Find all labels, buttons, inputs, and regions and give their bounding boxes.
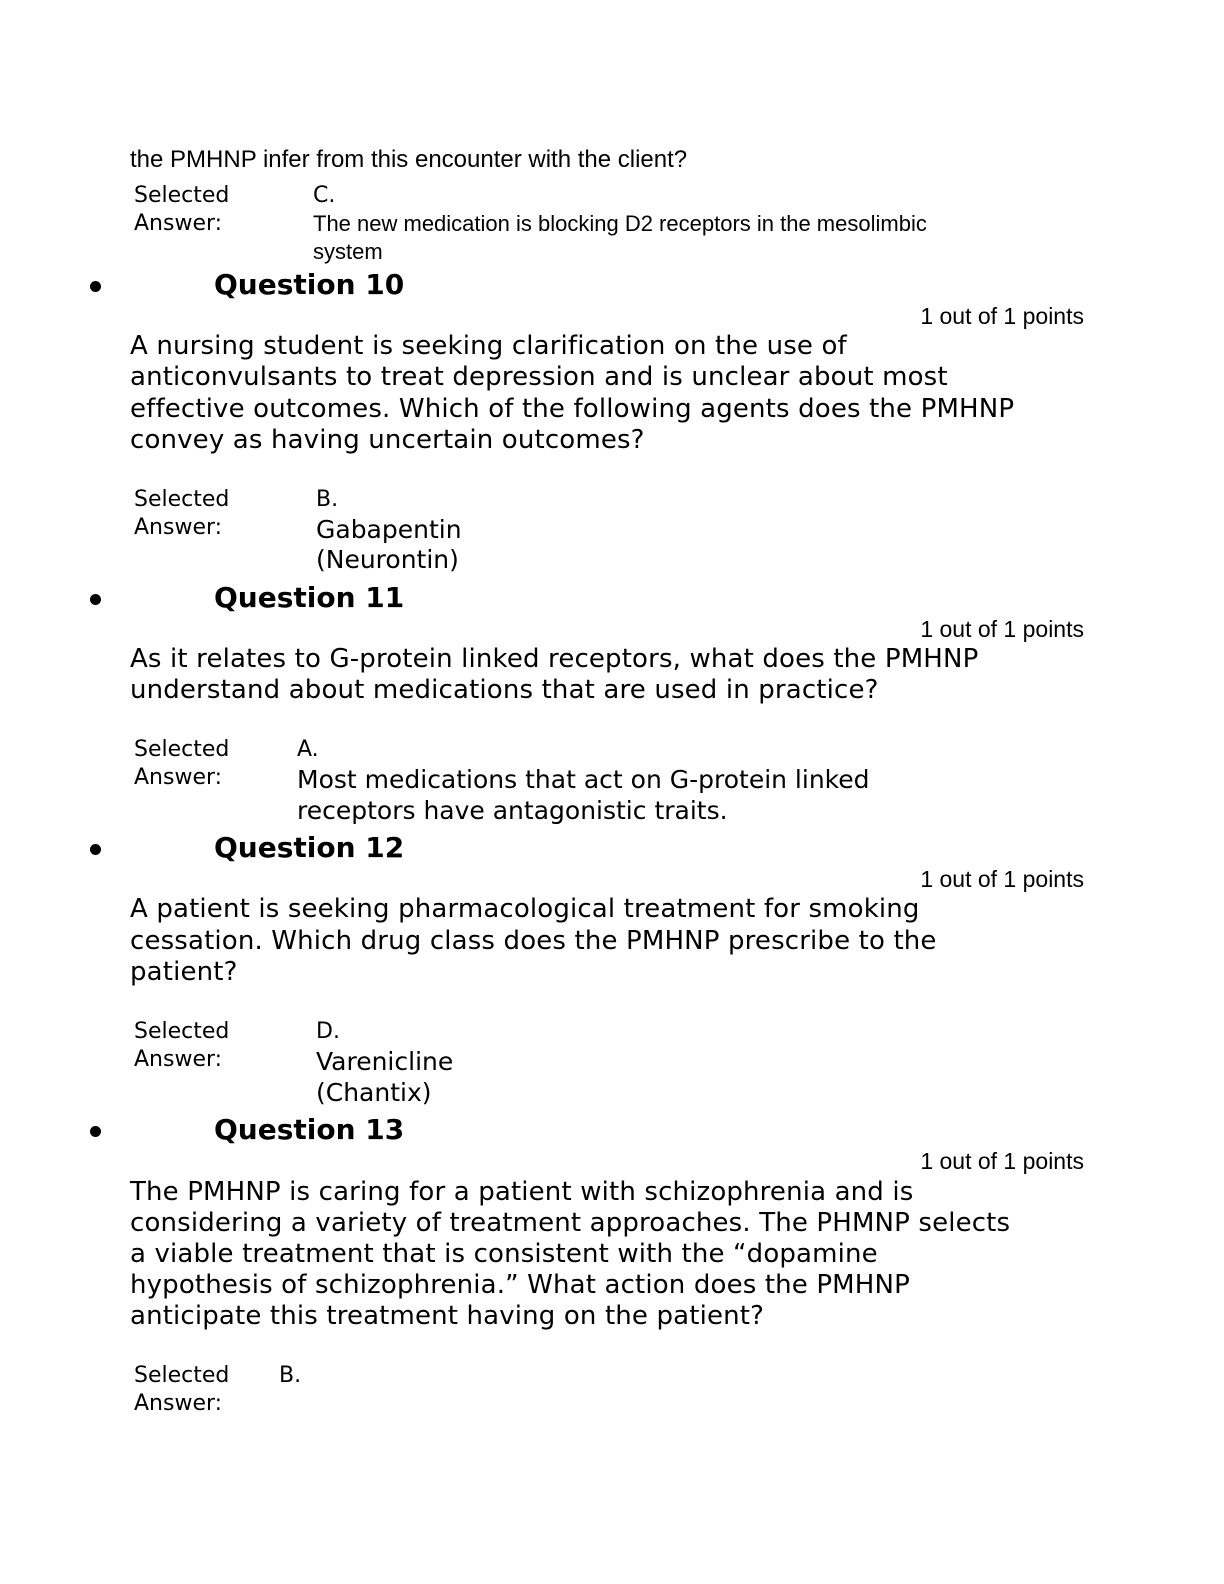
q12-answer-letter: D. <box>316 1019 340 1044</box>
q9-answer-text: The new medication is blocking D2 receptors in the mesolimbic <box>313 211 927 236</box>
q10-answer-letter: B. <box>316 487 339 512</box>
q9-answer-label: Answer: <box>134 211 223 236</box>
q10-prompt-line: A nursing student is seeking clarification on the use of <box>130 331 847 361</box>
q12-title: Question 12 <box>214 831 405 864</box>
q13-selected-label: Selected <box>134 1363 230 1388</box>
q13-prompt-line: hypothesis of schizophrenia.” What action does the PMHNP <box>130 1270 910 1300</box>
q10-bullet <box>90 281 101 292</box>
q13-title: Question 13 <box>214 1113 405 1146</box>
q13-answer-letter: B. <box>279 1363 302 1388</box>
q10-points: 1 out of 1 points <box>920 303 1084 329</box>
q13-points: 1 out of 1 points <box>920 1148 1084 1174</box>
q9-selected-label: Selected <box>134 183 230 208</box>
q11-prompt-line: As it relates to G-protein linked receptors, what does the PMHNP <box>130 644 979 674</box>
q13-prompt-line: considering a variety of treatment approaches. The PHMNP selects <box>130 1208 1011 1238</box>
q11-points: 1 out of 1 points <box>920 616 1084 642</box>
q10-prompt-line: anticonvulsants to treat depression and is unclear about most <box>130 362 948 392</box>
q13-bullet <box>90 1126 101 1137</box>
q12-prompt-line: cessation. Which drug class does the PMHNP prescribe to the <box>130 926 937 956</box>
q12-points: 1 out of 1 points <box>920 866 1084 892</box>
q11-selected-label: Selected <box>134 737 230 762</box>
q10-selected-label: Selected <box>134 487 230 512</box>
q11-answer-label: Answer: <box>134 765 223 790</box>
q10-prompt-line: convey as having uncertain outcomes? <box>130 425 645 455</box>
q12-selected-label: Selected <box>134 1019 230 1044</box>
q9-answer-text-cont: system <box>313 239 383 264</box>
q12-prompt-line: A patient is seeking pharmacological treatment for smoking <box>130 894 920 924</box>
q10-answer-text: Gabapentin <box>316 515 462 544</box>
q10-answer-label: Answer: <box>134 515 223 540</box>
q12-prompt-line: patient? <box>130 957 238 987</box>
q12-answer-text: Varenicline <box>316 1047 454 1076</box>
q11-title: Question 11 <box>214 581 405 614</box>
q11-answer-text-cont: receptors have antagonistic traits. <box>297 796 728 825</box>
q13-answer-label: Answer: <box>134 1391 223 1416</box>
q10-prompt-line: effective outcomes. Which of the following agents does the PMHNP <box>130 394 1015 424</box>
q9-prompt-tail: the PMHNP infer from this encounter with the client? <box>130 146 688 173</box>
q10-answer-text-cont: (Neurontin) <box>316 545 459 574</box>
q13-prompt-line: The PMHNP is caring for a patient with schizophrenia and is <box>130 1177 914 1207</box>
q13-prompt-line: anticipate this treatment having on the patient? <box>130 1301 765 1331</box>
q10-title: Question 10 <box>214 268 405 301</box>
q11-answer-text: Most medications that act on G-protein linked <box>297 765 870 794</box>
q11-answer-letter: A. <box>297 737 319 762</box>
q11-bullet <box>90 594 101 605</box>
q12-answer-text-cont: (Chantix) <box>316 1078 432 1107</box>
q12-answer-label: Answer: <box>134 1047 223 1072</box>
q11-prompt-line: understand about medications that are used in practice? <box>130 675 879 705</box>
q12-bullet <box>90 844 101 855</box>
q9-answer-letter: C. <box>313 183 336 208</box>
q13-prompt-line: a viable treatment that is consistent with the “dopamine <box>130 1239 878 1269</box>
